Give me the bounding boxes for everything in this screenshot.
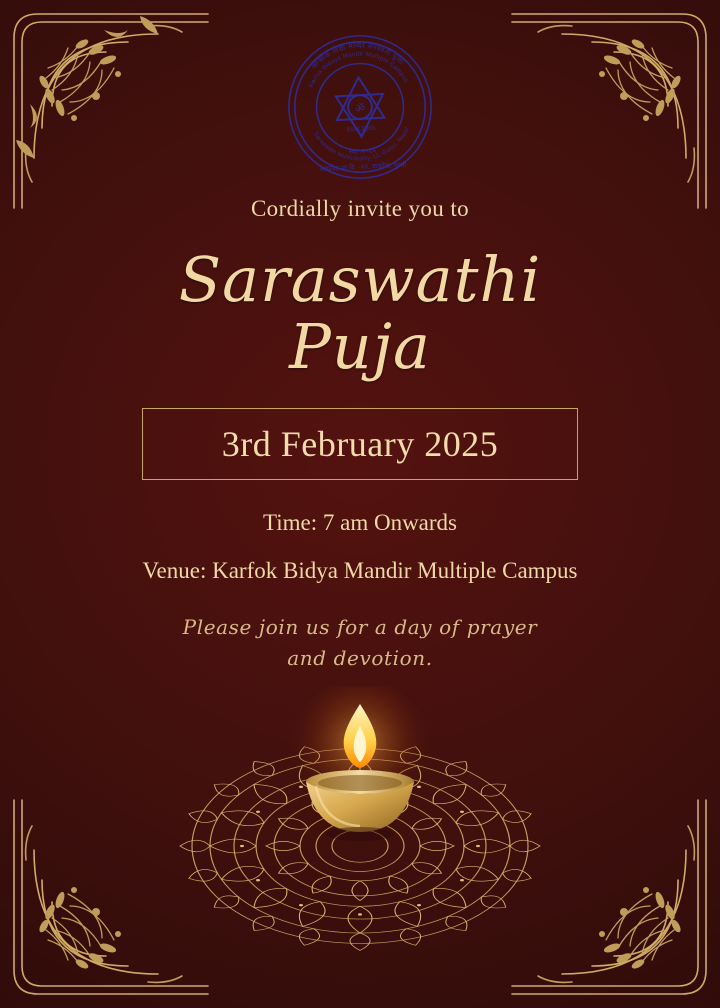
closing-note-line-1: Please join us for a day of prayer	[182, 615, 538, 640]
svg-text:Sarsawate Municipality-12, Gul: Sarsawate Municipality-12, Gulmi, Nepal	[311, 126, 411, 163]
date-box	[142, 408, 578, 480]
corner-ornament-icon	[8, 8, 218, 218]
event-time: Time: 7 am Onwards	[262, 510, 457, 536]
event-date: 3rd February 2025	[221, 424, 499, 465]
corner-ornament-icon	[502, 8, 712, 218]
closing-note-line-2: and devotion.	[287, 646, 433, 671]
svg-text:कार्फोक विद्या मन्दिर सरस्वती: कार्फोक विद्या मन्दिर सरस्वती पुजा	[309, 40, 406, 71]
title-line-2: Puja	[289, 310, 431, 384]
page-title	[0, 243, 720, 384]
svg-text:Karfok Bidaya Mandir Multiple: Karfok Bidaya Mandir Multiple Campus	[307, 50, 410, 89]
poster-content	[0, 196, 720, 674]
closing-note	[0, 612, 720, 674]
event-venue: Venue: Karfok Bidya Mandir Multiple Campus	[142, 558, 578, 584]
svg-text:स्था.:२०६५: स्था.:२०६५	[348, 147, 376, 157]
diya-lamp-icon	[270, 686, 450, 886]
title-line-1: Saraswathi	[178, 243, 542, 316]
svg-text:Estd.2065: Estd.2065	[346, 124, 376, 134]
invite-line: Cordially invite you to	[250, 196, 470, 221]
svg-text:ॐ: ॐ	[354, 102, 366, 116]
official-seal-stamp	[277, 24, 443, 190]
svg-text:कार्फोक मा.वि. -१२, कर्फोक, गु: कार्फोक मा.वि. -१२, कर्फोक, गुल्मी	[319, 161, 407, 174]
